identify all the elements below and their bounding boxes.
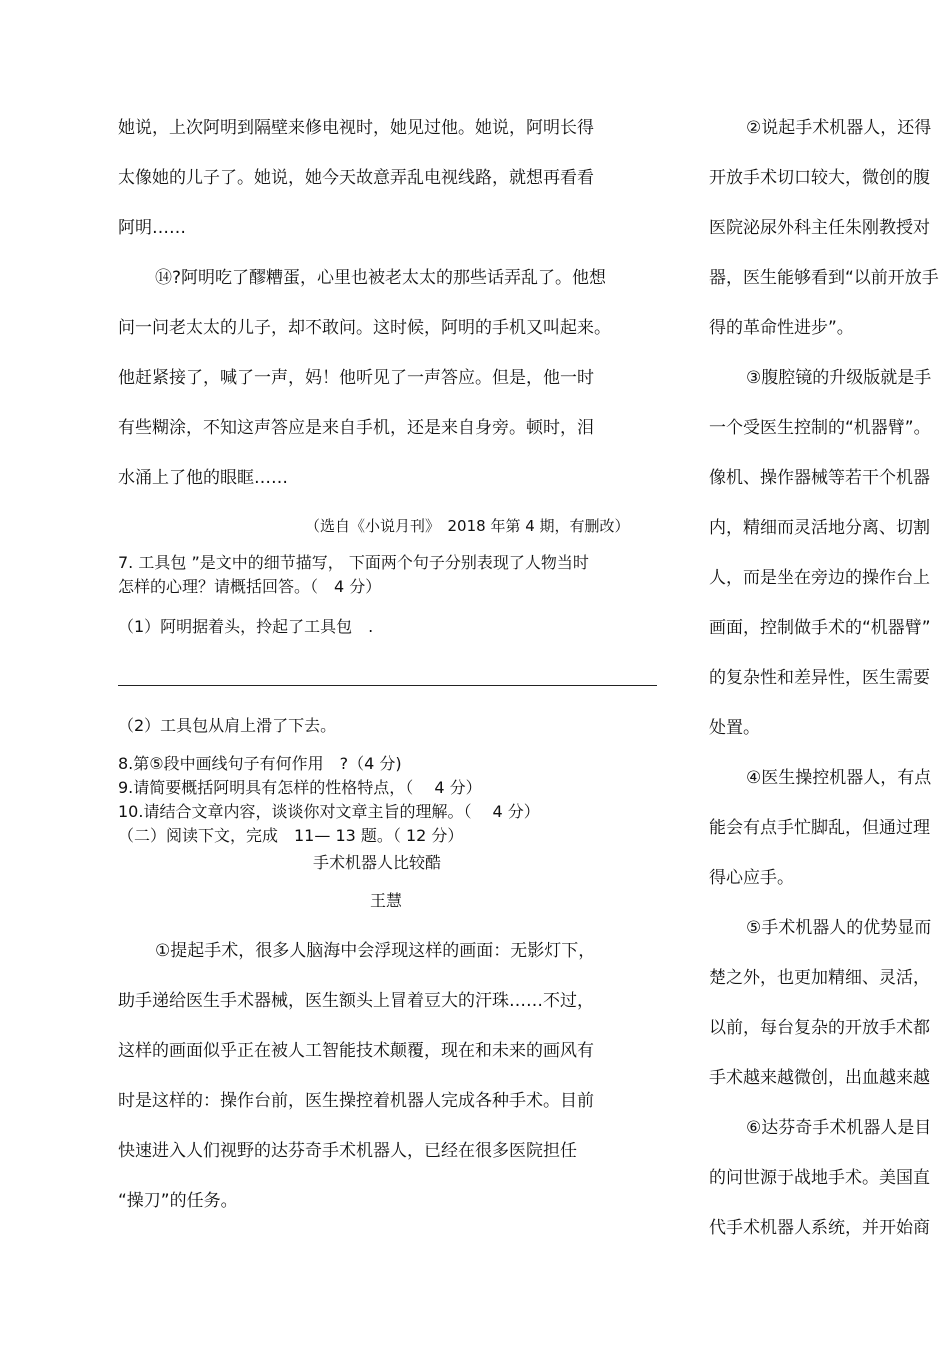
- body-text-line: 得的革命性进步”。: [709, 318, 854, 338]
- article-title: 手术机器人比较酷: [313, 853, 442, 872]
- article-author: 王慧: [370, 891, 403, 910]
- question-10: 10.请结合文章内容，谈谈你对文章主旨的理解。（ 4 分）: [118, 802, 540, 821]
- body-text-line: 画面，控制做手术的“机器臂”: [709, 618, 931, 638]
- body-text-line: 一个受医生控制的“机器臂”。: [709, 418, 931, 438]
- question-7: 7. 工具包 ”是文中的细节描写， 下面两个句子分别表现了人物当时: [118, 553, 589, 572]
- body-text-line: ⑤手术机器人的优势显而: [746, 918, 932, 938]
- body-text-line: 内，精细而灵活地分离、切割: [709, 518, 930, 538]
- body-text-line: 太像她的儿子了。她说，她今天故意弄乱电视线路，就想再看看: [118, 168, 594, 188]
- body-text-line: 有些糊涂，不知这声答应是来自手机，还是来自身旁。顿时，泪: [118, 418, 594, 438]
- body-text-line: 时是这样的：操作台前，医生操控着机器人完成各种手术。目前: [118, 1091, 594, 1111]
- body-text-line: 像机、操作器械等若干个机器: [709, 468, 930, 488]
- body-text-line: 阿明……: [118, 218, 186, 238]
- body-text-line: 开放手术切口较大，微创的腹: [709, 168, 930, 188]
- body-text-line: 器，医生能够看到“以前开放手: [709, 268, 939, 288]
- body-text-line: ③腹腔镜的升级版就是手: [746, 368, 932, 388]
- body-text-line: 的问世源于战地手术。美国直: [709, 1168, 930, 1188]
- source-citation: （选自《小说月刊》 2018 年第 4 期，有删改）: [305, 517, 630, 535]
- section-heading: （二）阅读下文，完成 11— 13 题。（ 12 分）: [118, 826, 464, 845]
- body-text-line: 处置。: [709, 718, 760, 738]
- body-text-line: ④医生操控机器人，有点: [746, 768, 932, 788]
- body-text-line: ⑥达芬奇手术机器人是目: [746, 1118, 932, 1138]
- question-7-item-1: （1）阿明据着头，拎起了工具包 .: [118, 617, 374, 636]
- question-8: 8.第⑤段中画线句子有何作用 ?（4 分): [118, 754, 402, 773]
- body-text-line: 她说，上次阿明到隔壁来修电视时，她见过他。她说，阿明长得: [118, 118, 594, 138]
- body-text-line: 他赶紧接了，喊了一声，妈！他听见了一声答应。但是，他一时: [118, 368, 594, 388]
- body-text-line: 得心应手。: [709, 868, 794, 888]
- body-text-line: ②说起手术机器人，还得: [746, 118, 932, 138]
- body-text-line: 快速进入人们视野的达芬奇手术机器人，已经在很多医院担任: [118, 1141, 577, 1161]
- body-text-line: 楚之外，也更加精细、灵活，: [709, 968, 930, 988]
- question-7-cont: 怎样的心理？请概括回答。（ 4 分）: [118, 577, 382, 596]
- body-text-line: 的复杂性和差异性，医生需要: [709, 668, 930, 688]
- body-text-line: ①提起手术，很多人脑海中会浮现这样的画面：无影灯下，: [155, 941, 596, 961]
- body-text-line: 代手术机器人系统，并开始商: [709, 1218, 930, 1238]
- body-text-line: 能会有点手忙脚乱，但通过理: [709, 818, 930, 838]
- body-text-line: 医院泌尿外科主任朱刚教授对: [709, 218, 930, 238]
- body-text-line: 问一问老太太的儿子，却不敢问。这时候，阿明的手机又叫起来。: [118, 318, 611, 338]
- answer-line: [118, 685, 657, 686]
- body-text-line: 这样的画面似乎正在被人工智能技术颠覆，现在和未来的画风有: [118, 1041, 594, 1061]
- body-text-line: 助手递给医生手术器械，医生额头上冒着豆大的汗珠……不过，: [118, 991, 594, 1011]
- body-text-line: 以前，每台复杂的开放手术都: [709, 1018, 930, 1038]
- body-text-line: “操刀”的任务。: [118, 1191, 238, 1211]
- question-7-item-2: （2）工具包从肩上滑了下去。: [118, 716, 337, 735]
- body-text-line: ⑭?阿明吃了醪糟蛋，心里也被老太太的那些话弄乱了。他想: [155, 268, 607, 288]
- body-text-line: 水涌上了他的眼眶……: [118, 468, 288, 488]
- question-9: 9.请简要概括阿明具有怎样的性格特点，（ 4 分）: [118, 778, 482, 797]
- body-text-line: 手术越来越微创，出血越来越: [709, 1068, 930, 1088]
- body-text-line: 人，而是坐在旁边的操作台上: [709, 568, 930, 588]
